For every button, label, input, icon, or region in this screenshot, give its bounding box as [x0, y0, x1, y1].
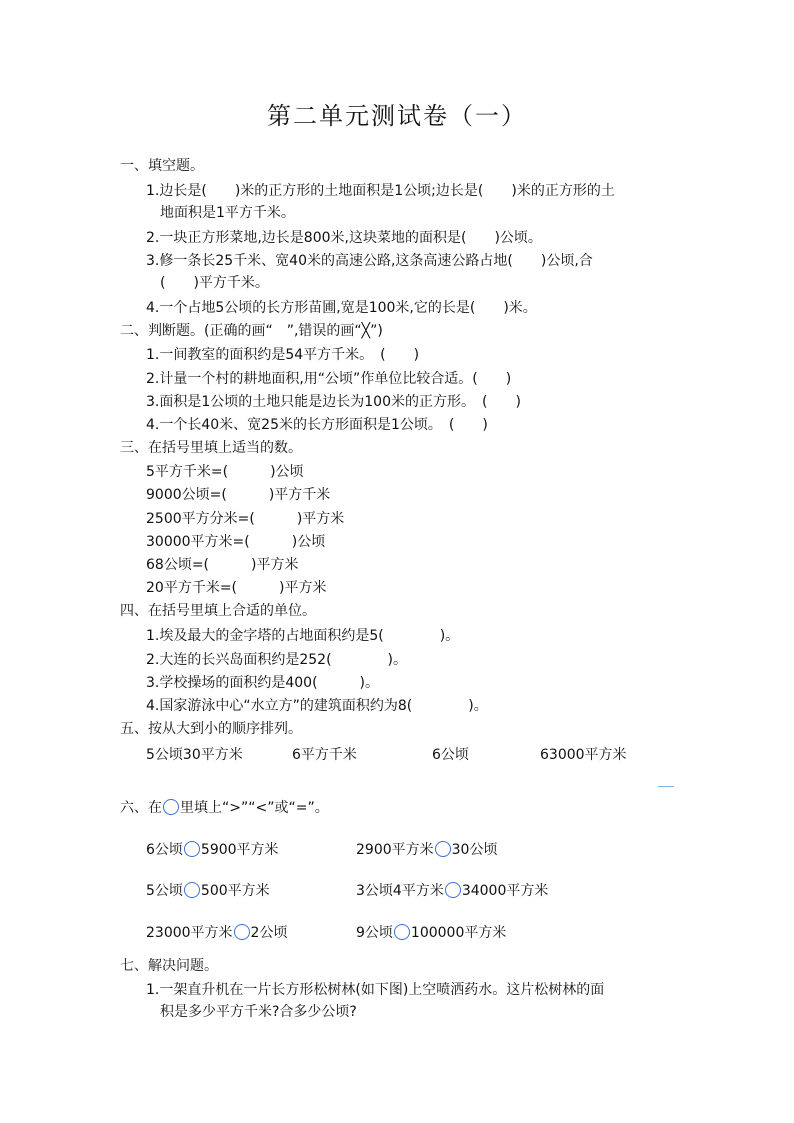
s6-left-value: 3公顷4平方米	[356, 883, 444, 899]
s6-comparison-pair	[146, 922, 287, 944]
s1-question-1-line-a: 1.边长是( )米的正方形的土地面积是1公顷;边长是( )米的正方形的土	[146, 183, 615, 199]
s6-right-value: 30公顷	[451, 842, 498, 858]
page-title: 第二单元测试卷（一）	[267, 102, 527, 130]
s6-comparison-pair	[356, 880, 548, 902]
s6-left-value: 6公顷	[146, 842, 183, 858]
answer-circle-input[interactable]	[445, 882, 461, 898]
s5-order-item: 6平方千米	[292, 747, 357, 763]
s3-conversion-row: 30000平方米=( )公顷	[146, 534, 326, 550]
section-3-heading: 三、在括号里填上适当的数。	[120, 440, 302, 456]
s7-question-1-line-a: 1.一架直升机在一片长方形松树林(如下图)上空喷洒药水。这片松树林的面	[146, 982, 605, 998]
s3-conversion-row: 68公顷=( )平方米	[146, 557, 299, 573]
decorative-dash	[658, 786, 674, 787]
section-1-heading: 一、填空题。	[120, 158, 204, 174]
section-5-heading: 五、按从大到小的顺序排列。	[120, 721, 302, 737]
s3-conversion-row: 5平方千米=( )公顷	[146, 464, 304, 480]
answer-circle-input[interactable]	[394, 924, 410, 940]
answer-circle-input[interactable]	[184, 882, 200, 898]
s2-question-3: 3.面积是1公顷的土地只能是边长为100米的正方形。 ( )	[146, 394, 521, 410]
s6-right-value: 500平方米	[200, 883, 270, 899]
s4-question-2: 2.大连的长兴岛面积约是252( )。	[146, 652, 408, 668]
answer-circle-input[interactable]	[184, 841, 200, 857]
circle-icon	[163, 799, 179, 815]
s6-left-value: 2900平方米	[356, 842, 434, 858]
answer-circle-input[interactable]	[435, 841, 451, 857]
s4-question-3: 3.学校操场的面积约是400( )。	[146, 675, 380, 691]
s3-conversion-row: 20平方千米=( )平方米	[146, 580, 327, 596]
s1-question-1-line-b: 地面积是1平方千米。	[160, 205, 295, 221]
s6-heading-part-a: 六、在	[120, 800, 162, 816]
s6-heading-part-b: 里填上“>”“<”或“=”。	[180, 800, 329, 816]
s2-question-1: 1.一间教室的面积约是54平方千米。 ( )	[146, 347, 420, 363]
s6-right-value: 34000平方米	[461, 883, 549, 899]
s6-right-value: 5900平方米	[200, 842, 279, 858]
s5-order-item: 6公顷	[432, 747, 469, 763]
s1-question-2: 2.一块正方形菜地,边长是800米,这块菜地的面积是( )公顷。	[146, 230, 542, 246]
s1-question-3-line-b: ( )平方千米。	[160, 275, 269, 291]
s1-question-4: 4.一个占地5公顷的长方形苗圃,宽是100米,它的长是( )米。	[146, 300, 537, 316]
s7-question-1-line-b: 积是多少平方千米?合多少公顷?	[160, 1004, 357, 1020]
answer-circle-input[interactable]	[234, 924, 250, 940]
section-2-heading: 二、判断题。(正确的画“ ”,错误的画“╳”)	[120, 323, 383, 339]
s5-order-item: 63000平方米	[540, 747, 627, 763]
s6-right-value: 100000平方米	[410, 925, 507, 941]
s5-order-item: 5公顷30平方米	[146, 747, 243, 763]
s4-question-4: 4.国家游泳中心“水立方”的建筑面积约为8( )。	[146, 698, 488, 714]
s1-question-3-line-a: 3.修一条长25千米、宽40米的高速公路,这条高速公路占地( )公顷,合	[146, 253, 593, 269]
s2-question-4: 4.一个长40米、宽25米的长方形面积是1公顷。 ( )	[146, 417, 488, 433]
s2-question-2: 2.计量一个村的耕地面积,用“公顷”作单位比较合适。( )	[146, 371, 512, 387]
s4-question-1: 1.埃及最大的金字塔的占地面积约是5( )。	[146, 628, 460, 644]
s3-conversion-row: 2500平方分米=( )平方米	[146, 511, 345, 527]
s6-left-value: 23000平方米	[146, 925, 233, 941]
s3-conversion-row: 9000公顷=( )平方千米	[146, 487, 331, 503]
s6-right-value: 2公顷	[250, 925, 288, 941]
s6-comparison-pair	[146, 839, 279, 861]
s6-comparison-pair	[146, 880, 270, 902]
section-7-heading: 七、解决问题。	[120, 958, 218, 974]
section-6-heading	[120, 797, 329, 819]
s6-comparison-pair	[356, 839, 497, 861]
s6-comparison-pair	[356, 922, 506, 944]
section-4-heading: 四、在括号里填上合适的单位。	[120, 603, 316, 619]
s6-left-value: 9公顷	[356, 925, 393, 941]
s6-left-value: 5公顷	[146, 883, 183, 899]
